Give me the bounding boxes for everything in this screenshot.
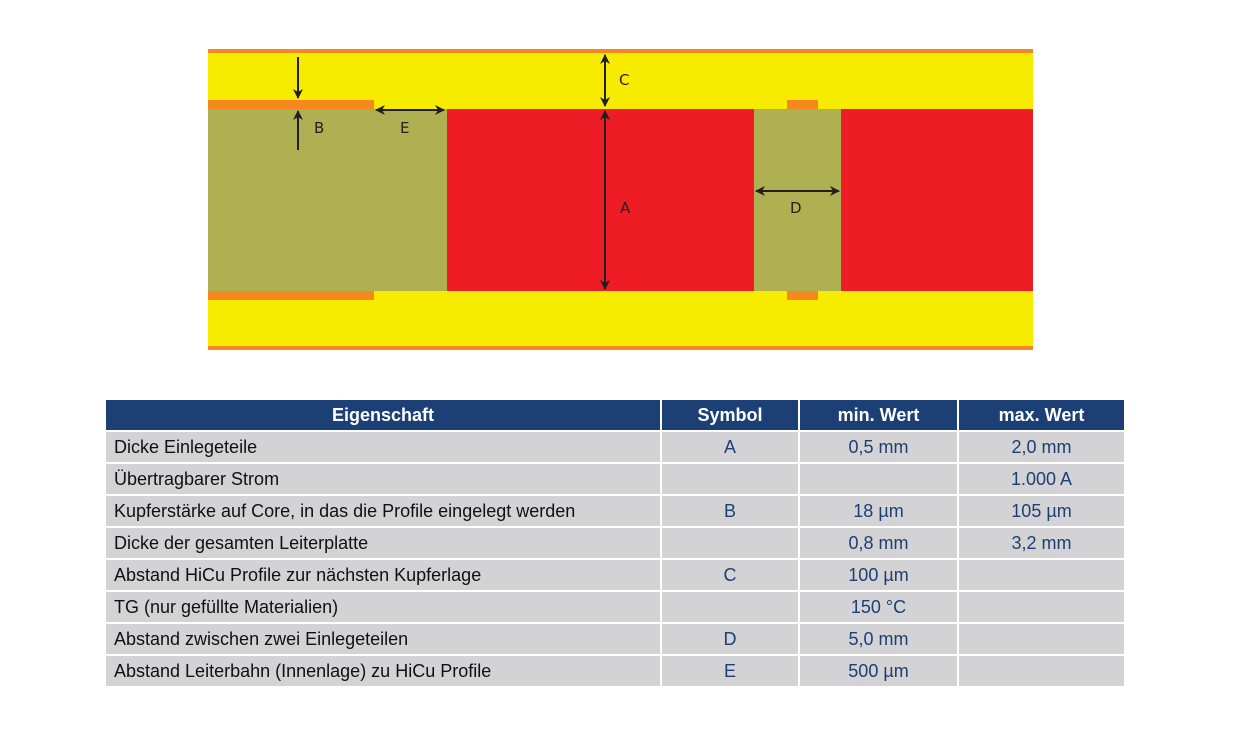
table-row [106,592,1124,622]
inner-copper-bottom-left [208,291,374,300]
inner-copper-top-mid [787,100,818,109]
dimension-label-a: A [620,199,631,217]
inner-copper-top-left [208,100,374,109]
cell-symbol: E [662,656,798,686]
cell-symbol [662,464,798,494]
table-row [106,528,1124,558]
hicu-insert-left [447,109,754,291]
core-left [208,109,447,291]
cell-min: 100 µm [800,560,957,590]
table-row [106,432,1124,462]
table-header-row [106,400,1124,430]
cell-min: 150 °C [800,592,957,622]
cell-max [959,560,1124,590]
cell-symbol: D [662,624,798,654]
dimension-label-d: D [790,199,802,217]
top-copper-layer [208,49,1033,53]
cell-symbol [662,592,798,622]
header-symbol: Symbol [662,400,798,430]
cell-min: 0,5 mm [800,432,957,462]
cell-min: 5,0 mm [800,624,957,654]
dimension-label-b: B [314,119,325,137]
table-row [106,656,1124,686]
cell-property: Dicke Einlegeteile [106,432,660,462]
cell-max: 105 µm [959,496,1124,526]
cell-symbol: A [662,432,798,462]
cell-property: Abstand HiCu Profile zur nächsten Kupferlage [106,560,660,590]
table-row [106,496,1124,526]
cell-min: 500 µm [800,656,957,686]
cell-property: Dicke der gesamten Leiterplatte [106,528,660,558]
cell-symbol: C [662,560,798,590]
cell-property: Abstand Leiterbahn (Innenlage) zu HiCu Profile [106,656,660,686]
hicu-insert-right [841,109,1033,291]
cell-property: Kupferstärke auf Core, in das die Profile eingelegt werden [106,496,660,526]
dimension-label-c: C [619,71,630,89]
header-max-value: max. Wert [959,400,1124,430]
cell-min: 18 µm [800,496,957,526]
specification-table [104,398,1126,688]
table-row [106,464,1124,494]
cell-max: 2,0 mm [959,432,1124,462]
inner-copper-bottom-mid [787,291,818,300]
cell-symbol [662,528,798,558]
cell-max [959,656,1124,686]
cell-symbol: B [662,496,798,526]
cell-max [959,624,1124,654]
header-min-value: min. Wert [800,400,957,430]
cell-max [959,592,1124,622]
cell-property: Abstand zwischen zwei Einlegeteilen [106,624,660,654]
cell-property: Übertragbarer Strom [106,464,660,494]
header-property: Eigenschaft [106,400,660,430]
cell-max: 1.000 A [959,464,1124,494]
cell-max: 3,2 mm [959,528,1124,558]
bottom-copper-layer [208,346,1033,350]
cell-min: 0,8 mm [800,528,957,558]
table-row [106,624,1124,654]
cell-min [800,464,957,494]
cell-property: TG (nur gefüllte Materialien) [106,592,660,622]
table-row [106,560,1124,590]
dimension-label-e: E [400,119,410,137]
